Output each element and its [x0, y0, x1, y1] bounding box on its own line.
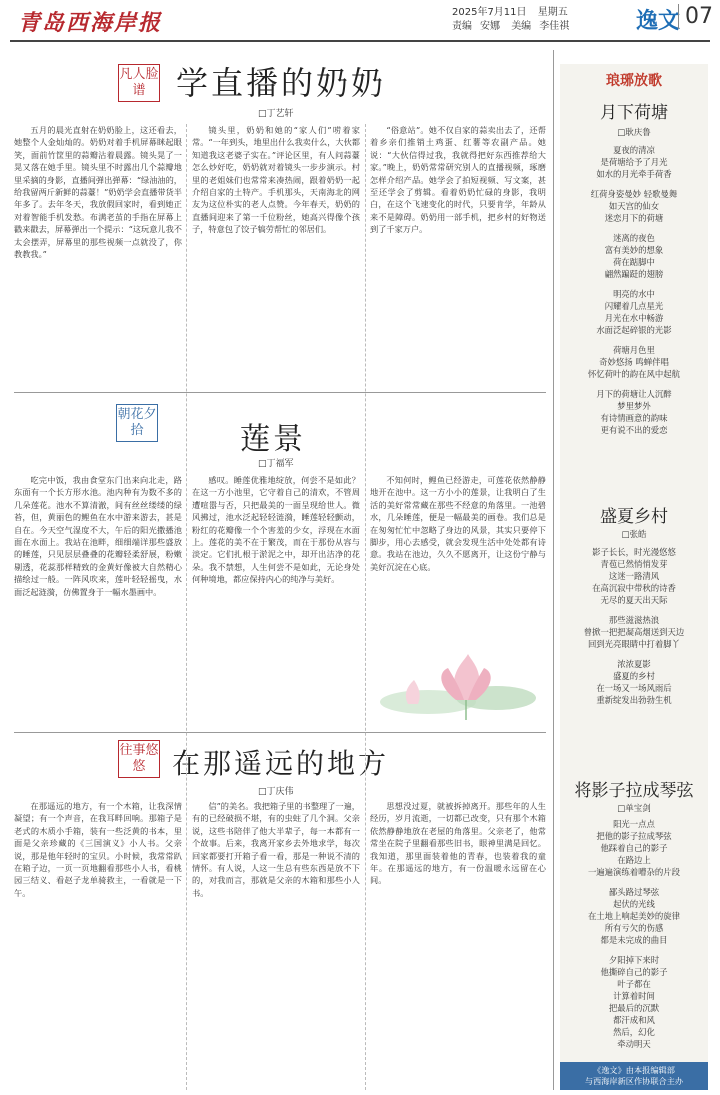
article3-paragraph-3: 思想没过夏，就被拆掉离开。那些年的人生经历，岁月流逝，一切都已改变，只有那个木箱依然静静地放在老屋的角落里。父亲老了，他常常坐在院子里翻看那些旧书，眼神里满是回忆。我知道，那里面装着他的青春，也装着我的童年。在那遥远的地方，有一份温暖永远留在心间。	[370, 801, 546, 886]
issue-weekday: 星期五	[537, 7, 568, 18]
designer-label: 美编	[511, 21, 532, 32]
article3-column-tag: 往事悠悠	[118, 740, 160, 778]
editor-name: 安娜	[480, 21, 500, 32]
poem1-stanza: 迷离的夜色 富有美妙的想象 荷在踮脚中 翩然蹁跹的翅膀	[604, 233, 664, 279]
article2-paragraph-1: 吃完中饭，我由食堂东门出来向北走，路东面有一个长方形水池。池内种有为数不多的几朵莲花。池水不算清澈，间有丝丝缕缕的绿苔，但，黄丽色的鲤鱼在水中游来游去，甚是自在。今天空气湿度不大，午后的阳光撒播池面在水面上。我站在池畔，细细端详那些盛放的睡莲，只见层层叠叠的花瓣轻柔舒展，粉嫩剔透，花蕊那样精致的金黄好像被大自然精心描绘过一般。一阵风吹来，莲叶轻轻摇曳，水面泛起涟漪，仿佛置身于一幅水墨画中。	[14, 475, 182, 597]
sidebar-footer: 《逸文》由本报编辑部 与西海岸新区作协联合主办	[560, 1062, 708, 1090]
poem1-author: □耿庆鲁	[617, 128, 651, 138]
poem2-author: □张皓	[621, 530, 647, 540]
article1-paragraph-3: “俗意站”。她不仅自家的蒜卖出去了，还帮着乡亲们推销土鸡蛋、红薯等农副产品。她说：“大伙信得过我，我就得把好东西推荐给大家。”晚上，奶奶常常研究别人的直播视频，琢磨怎样介绍产品。她学会了拍短视频、写文案，甚至还学会了剪辑。看着奶奶忙碌的身影，我明白，在这个飞速变化的时代，只要肯学，年龄从来不是障碍。奶奶用一部手机，把乡村的好物送到了千家万户。	[370, 125, 546, 235]
article2-column-2	[192, 474, 360, 728]
article3-paragraph-2: 信”的美名。我把箱子里的书整理了一遍，有的已经破损不堪，有的虫蛀了几个洞。父亲说，这些书陪伴了他大半辈子，每一本都有一个故事。后来，我离开家乡去外地求学，每次回家都要打开箱子看一看，那是一种说不清的情怀。有人说，人这一生总有些东西是放不下的，对我而言，那就是父亲的木箱和那些小人书。	[192, 801, 360, 898]
poem2-stanza: 那些滋滋热浪 曾掀一把把凝高烟送到天边 回到光亮眼睛中打着脚丫	[583, 615, 685, 649]
article1-paragraph-2: 镜头里，奶奶和她的“家人们”唠着家常。“一年到头，地里出什么我卖什么，大伙都知道我这老婆子实在。”评论区里，有人问蒜薹怎么炒好吃，奶奶就对着镜头一步步演示。村里的老姐妹们也常常来凑热闹，跟着奶奶一起介绍自家的土特产。手机那头，天南海北的网友为这位朴实的老人点赞。今年春天，奶奶的直播间迎来了第一千位粉丝，她高兴得像个孩子，特意包了饺子犒劳帮忙的邻居们。	[192, 125, 360, 235]
poem1-title[interactable]: 月下荷塘	[600, 103, 668, 123]
article2-paragraph-2: 感叹。睡莲优雅地绽放，何尝不是如此？在这一方小池里，它守着自己的清欢，不管周遭喧嚣与否，只把最美的一面呈现给世人。微风拂过，池水泛起轻轻涟漪，睡莲轻轻颤动，粉红的花瓣像一个个害羞的少女，浮现在水面上。莲花的美不在于繁茂，而在于那份从容与淡定。它们扎根于淤泥之中，却开出洁净的花朵。我不禁想，人生何尝不是如此，无论身处何种境地，都应保持内心的纯净与美好。	[192, 475, 360, 585]
article3-column-1	[14, 800, 182, 1090]
sidebar-heading: 琅琊放歌	[606, 73, 662, 89]
article3-title[interactable]: 在那遥远的地方	[172, 747, 390, 780]
poem3-stanza: 阳光一点点 把他的影子拉成琴弦 他踩着自己的影子 在路边上 一遍遍演练着嘈杂的片段	[587, 819, 681, 877]
article3-column-2	[192, 800, 360, 1090]
article2-column-1	[14, 474, 182, 728]
article1-column-2	[192, 124, 360, 386]
poem2-title[interactable]: 盛夏乡村	[600, 507, 668, 527]
article1-column-tag: 凡人脸谱	[118, 64, 160, 102]
article2-paragraph-3: 不知何时，鲤鱼已经游走，可莲花依然静静地开在池中。这一方小小的莲景，让我明白了生活的美好常常藏在那些不经意的角落里。一池碧水，几朵睡莲，便是一幅最美的画卷。我们总是在匆匆忙忙中忽略了身边的风景，其实只要停下脚步，用心去感受，就会发现生活中处处都有诗意。我站在池边，久久不愿离开，让这份宁静与美好沉淀在心底。	[370, 475, 546, 572]
poem1-body	[560, 144, 708, 444]
article3-column-3	[370, 800, 546, 1090]
article2-author: □丁福军	[258, 459, 294, 469]
poem2-body	[560, 546, 708, 714]
designer-name: 李佳祺	[539, 21, 570, 32]
article1-author: □丁艺轩	[258, 109, 294, 119]
divider-1	[14, 392, 546, 393]
issue-date: 2025年7月11日	[452, 7, 527, 18]
article2-column-tag: 朝花夕拾	[116, 404, 158, 442]
issue-meta	[452, 6, 577, 34]
article2-column-3	[370, 474, 546, 638]
article2-title[interactable]: 莲景	[240, 422, 306, 457]
poem1-stanza: 荷塘月色里 奇妙悠扬 鸣蝉伴唱 怀忆荷叶的韵在风中起航	[587, 345, 681, 379]
poem1-stanza: 明亮的水中 闪耀着几点星光 月光在水中畅游 水面泛起碎银的光影	[596, 289, 672, 335]
article1-paragraph-1: 五月的晨光直射在奶奶脸上，这还看去，她整个人金灿灿的。奶奶对着手机屏幕眯起眼笑，面前竹筐里的蒜瓣沾着晨露。镜头晃了一晃又落在她手里。镜头里不时露出几个蒜瓣地里采摘的身影，直播间弹出弹幕：“绿油油的，给我留两斤新鲜的蒜薹！”奶奶学会直播带货半年多了。去年冬天，我放假回家时，看到她正对着智能手机发愁。布满老茧的手指在屏幕上戳来戳去，屏幕弹出一个提示：“这玩意儿我不太会摆弄，屏幕里的那些视频一点就没了，你教教我。”	[14, 125, 182, 260]
poem3-stanza: 夕阳掉下来时 他撕碎自己的影子 叶子都在 计算着时间 把最后的沉默 都汗成和风 然后，幻化 牵动明天	[600, 955, 668, 1049]
newspaper-logo: 青岛西海岸报	[18, 10, 163, 36]
article1-title[interactable]: 学直播的奶奶	[176, 64, 387, 102]
poem1-stanza: 月下的荷塘让人沉醉 梦里梦外 有诗情画意的韵味 更有说不出的爱恋	[596, 389, 672, 435]
divider-2	[14, 732, 546, 733]
article3-paragraph-1: 在那遥远的地方，有一个木箱，让我深情凝望；有一个声音，在我耳畔回响。那箱子是老式的木质小手箱，装有一些泛黄的书本，里面是父亲珍藏的《三国演义》小人书。父亲说，那是他年轻时的宝贝。小时候，我常常趴在箱子边，一页一页地翻看那些小人书，看桃园三结义、看赵子龙单骑救主，一看就是一下午。	[14, 801, 182, 898]
poem3-body	[560, 818, 708, 1058]
masthead-rule	[10, 40, 710, 42]
page-number: 07	[678, 4, 713, 29]
article1-column-3	[370, 124, 546, 386]
poem3-author: □单宝剑	[617, 804, 651, 814]
poem3-stanza: 鄙头路过琴弦 起伏的光线 在土地上响起美妙的旋律 所有亏欠的伤感 都是未完成的曲目	[587, 887, 681, 945]
column-rule-2	[365, 124, 366, 1090]
poem2-stanza: 浓浓夏影 盛夏的乡村 在一场又一场风雨后 重新绽发出勃勃生机	[596, 659, 672, 705]
poem2-stanza: 影子长长，时光漫悠悠 青苞已然悄悄发芽 这迷一路清风 在高沉寂中带秋的诗香 无尽的夏天出天际	[592, 547, 676, 605]
article1-column-1	[14, 124, 182, 386]
poem1-stanza: 夏夜的清凉 是荷塘给予了月光 如水的月光牵手荷香	[596, 145, 672, 179]
column-rule-1	[186, 124, 187, 1090]
poem1-stanza: 红荷身姿曼妙 轻歌曼舞 如天宫的仙女 迷恋月下的荷塘	[590, 189, 678, 223]
poem3-title[interactable]: 将影子拉成琴弦	[574, 781, 694, 801]
article3-author: □丁庆伟	[258, 787, 294, 797]
editor-label: 责编	[452, 21, 472, 32]
section-name: 逸文	[636, 9, 681, 34]
sidebar-rule	[553, 50, 554, 1090]
lotus-illustration	[368, 642, 546, 722]
masthead	[0, 0, 720, 44]
